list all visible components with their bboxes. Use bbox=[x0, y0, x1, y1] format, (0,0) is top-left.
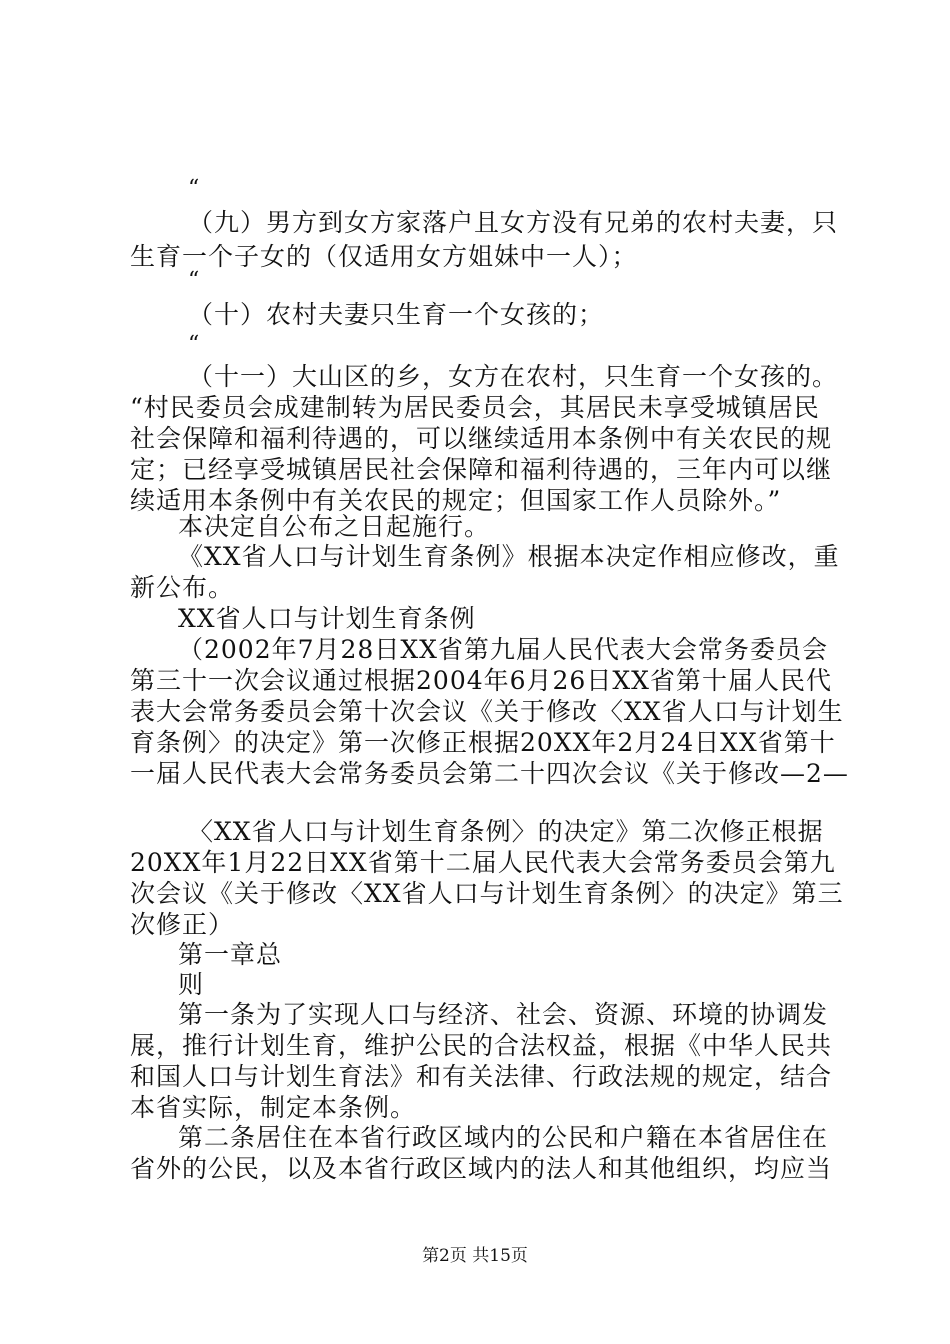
quote-mark: “ bbox=[188, 332, 200, 357]
text-line: （2002年7月28日XX省第九届人民代表大会常务委员会 bbox=[178, 635, 828, 664]
text-line: 生育一个子女的（仅适用女方姐妹中一人）； bbox=[130, 242, 638, 271]
text-line: “村民委员会成建制转为居民委员会，其居民未享受城镇居民 bbox=[130, 393, 820, 422]
text-line: 续适用本条例中有关农民的规定；但国家工作人员除外。” bbox=[130, 486, 782, 515]
text-line: 一届人民代表大会常务委员会第二十四次会议《关于修改—2— bbox=[130, 759, 849, 788]
chapter-heading: 则 bbox=[178, 970, 205, 999]
text-line: 第三十一次会议通过根据2004年6月26日XX省第十届人民代 bbox=[130, 666, 832, 695]
text-line: 本决定自公布之日起施行。 bbox=[178, 512, 491, 541]
text-line: 育条例〉的决定》第一次修正根据20XX年2月24日XX省第十 bbox=[130, 728, 836, 757]
text-line: 第一条为了实现人口与经济、社会、资源、环境的协调发 bbox=[178, 1000, 829, 1029]
text-line: 本省实际，制定本条例。 bbox=[130, 1093, 417, 1122]
quote-mark: “ bbox=[188, 268, 200, 293]
text-line: 新公布。 bbox=[130, 573, 235, 602]
text-line: 定；已经享受城镇居民社会保障和福利待遇的，三年内可以继 bbox=[130, 455, 833, 484]
text-line: （十）农村夫妻只生育一个女孩的； bbox=[188, 300, 605, 329]
text-line: （十一）大山区的乡，女方在农村，只生育一个女孩的。 bbox=[188, 362, 839, 391]
text-line: 和国人口与计划生育法》和有关法律、行政法规的规定，结合 bbox=[130, 1062, 833, 1091]
chapter-heading: 第一章总 bbox=[178, 940, 283, 969]
text-line: （九）男方到女方家落户且女方没有兄弟的农村夫妻，只 bbox=[188, 208, 839, 237]
quote-mark: “ bbox=[188, 176, 200, 201]
text-line: 第二条居住在本省行政区域内的公民和户籍在本省居住在 bbox=[178, 1123, 829, 1152]
text-line: 次会议《关于修改〈XX省人口与计划生育条例〉的决定》第三 bbox=[130, 879, 844, 908]
text-line: 〈XX省人口与计划生育条例〉的决定》第二次修正根据 bbox=[188, 817, 824, 846]
text-line: 20XX年1月22日XX省第十二届人民代表大会常务委员会第九 bbox=[130, 848, 836, 877]
page-footer: 第2页 共15页 bbox=[422, 1246, 528, 1266]
text-line: 社会保障和福利待遇的，可以继续适用本条例中有关农民的规 bbox=[130, 424, 833, 453]
text-line: 《XX省人口与计划生育条例》根据本决定作相应修改，重 bbox=[178, 542, 840, 571]
text-line: 展，推行计划生育，维护公民的合法权益，根据《中华人民共 bbox=[130, 1031, 833, 1060]
text-line: 次修正） bbox=[130, 910, 235, 939]
text-line: 省外的公民，以及本省行政区域内的法人和其他组织，均应当 bbox=[130, 1154, 833, 1183]
text-line: 表大会常务委员会第十次会议《关于修改〈XX省人口与计划生 bbox=[130, 697, 844, 726]
text-line: XX省人口与计划生育条例 bbox=[178, 604, 476, 633]
